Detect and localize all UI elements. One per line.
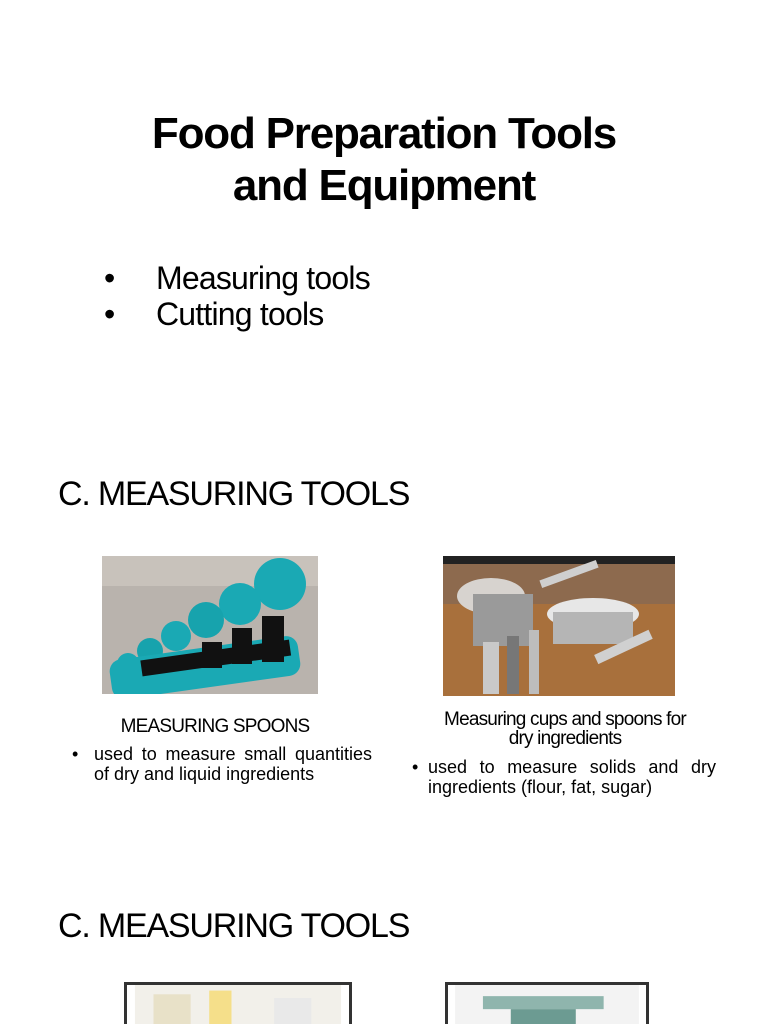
- caption-line-2: dry ingredients: [508, 728, 622, 749]
- caption-line-1: Measuring cups and spoons for: [444, 709, 686, 730]
- steel-measuring-cups-photo: [443, 556, 675, 696]
- measuring-cups-photo: [443, 556, 675, 696]
- teal-measuring-spoons-photo: [102, 556, 318, 694]
- measuring-spoons-photo: [102, 556, 318, 694]
- topic-list: [104, 260, 370, 332]
- measuring-spoons-caption: MEASURING SPOONS: [120, 716, 310, 737]
- measuring-cups-caption: [410, 710, 720, 748]
- page-title: [0, 108, 768, 212]
- title-line-1: Food Preparation Tools: [151, 109, 617, 158]
- measuring-cups-description: [412, 757, 716, 797]
- bullet-icon: •: [412, 757, 419, 777]
- partial-photo: [124, 982, 352, 1024]
- bullet-icon: •: [104, 296, 115, 332]
- partial-photo: [445, 982, 649, 1024]
- topic-label: Cutting tools: [156, 296, 324, 332]
- description-text: used to measure small quantities of dry and liquid ingredients: [94, 744, 372, 784]
- description-text: used to measure solids and dry ingredients (flour, fat, sugar): [428, 757, 716, 797]
- title-line-2: and Equipment: [232, 161, 536, 210]
- topic-item: [104, 260, 370, 296]
- partial-photo-image: [448, 985, 646, 1024]
- section-heading: C. MEASURING TOOLS: [58, 907, 410, 945]
- topic-label: Measuring tools: [156, 260, 370, 296]
- bullet-icon: •: [72, 744, 79, 764]
- section-heading: C. MEASURING TOOLS: [58, 475, 410, 513]
- partial-photo-image: [127, 985, 349, 1024]
- measuring-spoons-description: [72, 744, 372, 784]
- bullet-icon: •: [104, 260, 115, 296]
- topic-item: [104, 296, 370, 332]
